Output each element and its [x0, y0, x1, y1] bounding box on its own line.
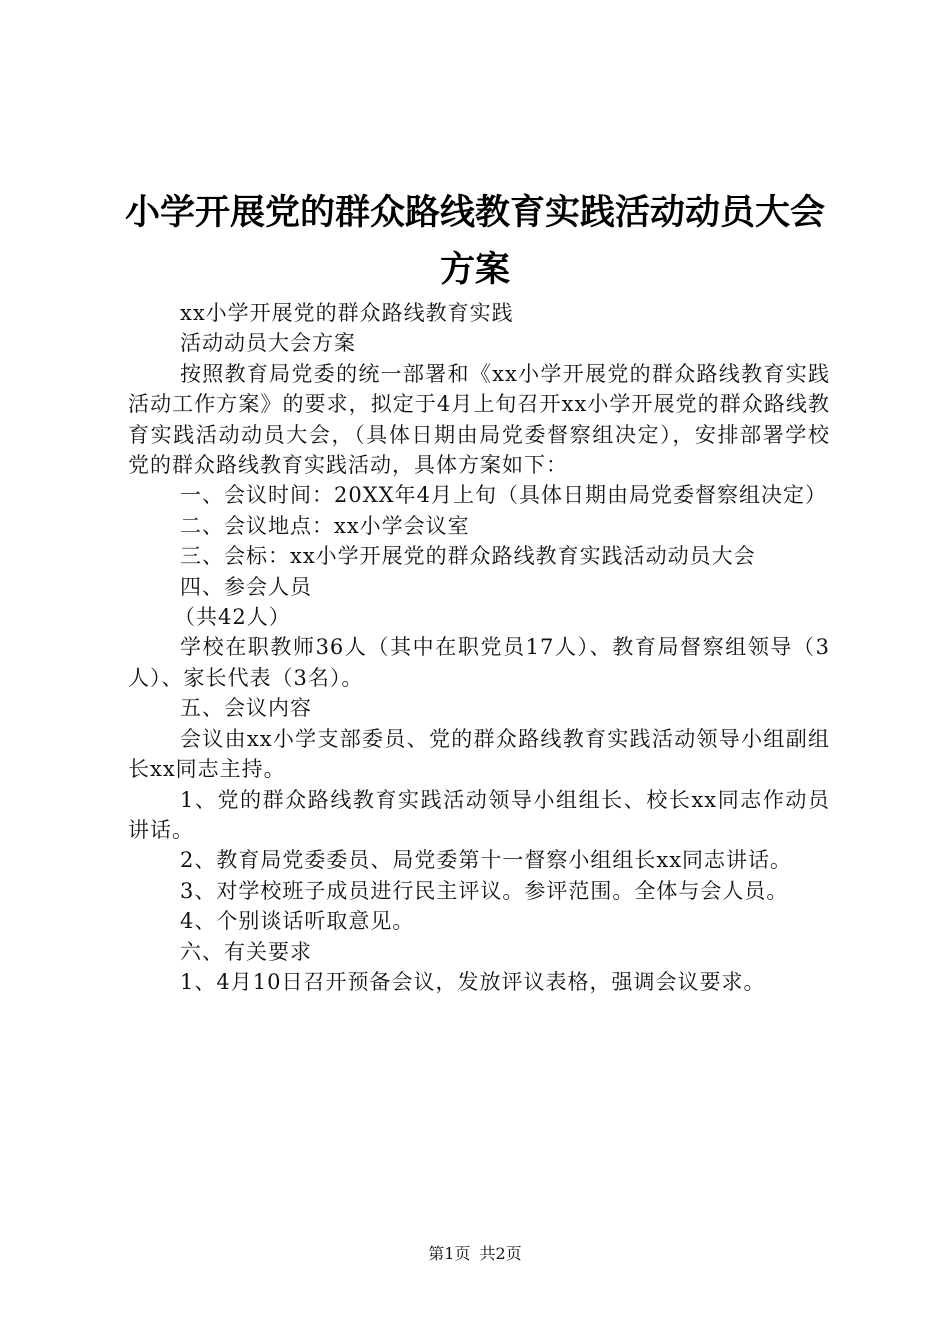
paragraph-item-2: 2、教育局党委委员、局党委第十一督察小组组长xx同志讲话。 — [180, 848, 793, 873]
paragraph-plan-heading: 活动动员大会方案 — [180, 331, 356, 356]
document-title-line-2: 方案 — [439, 250, 510, 290]
paragraph-content-heading: 五、会议内容 — [180, 696, 312, 721]
paragraph-attendees-total: （共42人） — [174, 605, 291, 630]
paragraph-requirements-heading: 六、有关要求 — [180, 939, 312, 964]
paragraph-requirement-1: 1、4月10日召开预备会议，发放评议表格，强调会议要求。 — [180, 969, 766, 994]
paragraph-intro: 按照教育局党委的统一部署和《xx小学开展党的群众路线教育实践活动工作方案》的要求，拟定于4月上旬召开xx小学开展党的群众路线教育实践活动动员大会，（具体日期由局党委督察组决定），安排部署学校党的群众路线教育实践活动，具体方案如下： — [128, 361, 830, 478]
paragraph-meeting-banner: 三、会标：xx小学开展党的群众路线教育实践活动动员大会 — [180, 544, 756, 569]
paragraph-meeting-time: 一、会议时间：20XX年4月上旬（具体日期由局党委督察组决定） — [180, 483, 827, 508]
paragraph-attendees-heading: 四、参会人员 — [180, 574, 312, 599]
paragraph-item-1: 1、党的群众路线教育实践活动领导小组组长、校长xx同志作动员讲话。 — [128, 787, 830, 842]
paragraph-item-3: 3、对学校班子成员进行民主评议。参评范围。全体与会人员。 — [180, 878, 789, 903]
paragraph-school-heading: xx小学开展党的群众路线教育实践 — [180, 301, 514, 325]
page-total: 共2页 — [479, 1244, 522, 1263]
paragraph-item-4: 4、个别谈话听取意见。 — [180, 909, 415, 934]
document-body — [128, 298, 830, 997]
paragraph-attendees-detail: 学校在职教师36人（其中在职党员17人）、教育局督察组领导（3人）、家长代表（3名）。 — [128, 635, 830, 690]
paragraph-host: 会议由xx小学支部委员、党的群众路线教育实践活动领导小组副组长xx同志主持。 — [128, 726, 830, 782]
page-number: 第1页 — [428, 1244, 471, 1263]
paragraph-meeting-place: 二、会议地点：xx小学会议室 — [180, 513, 470, 538]
page-footer — [0, 1243, 950, 1265]
document-title-line-1: 小学开展党的群众路线教育实践活动动员大会 — [124, 193, 825, 233]
